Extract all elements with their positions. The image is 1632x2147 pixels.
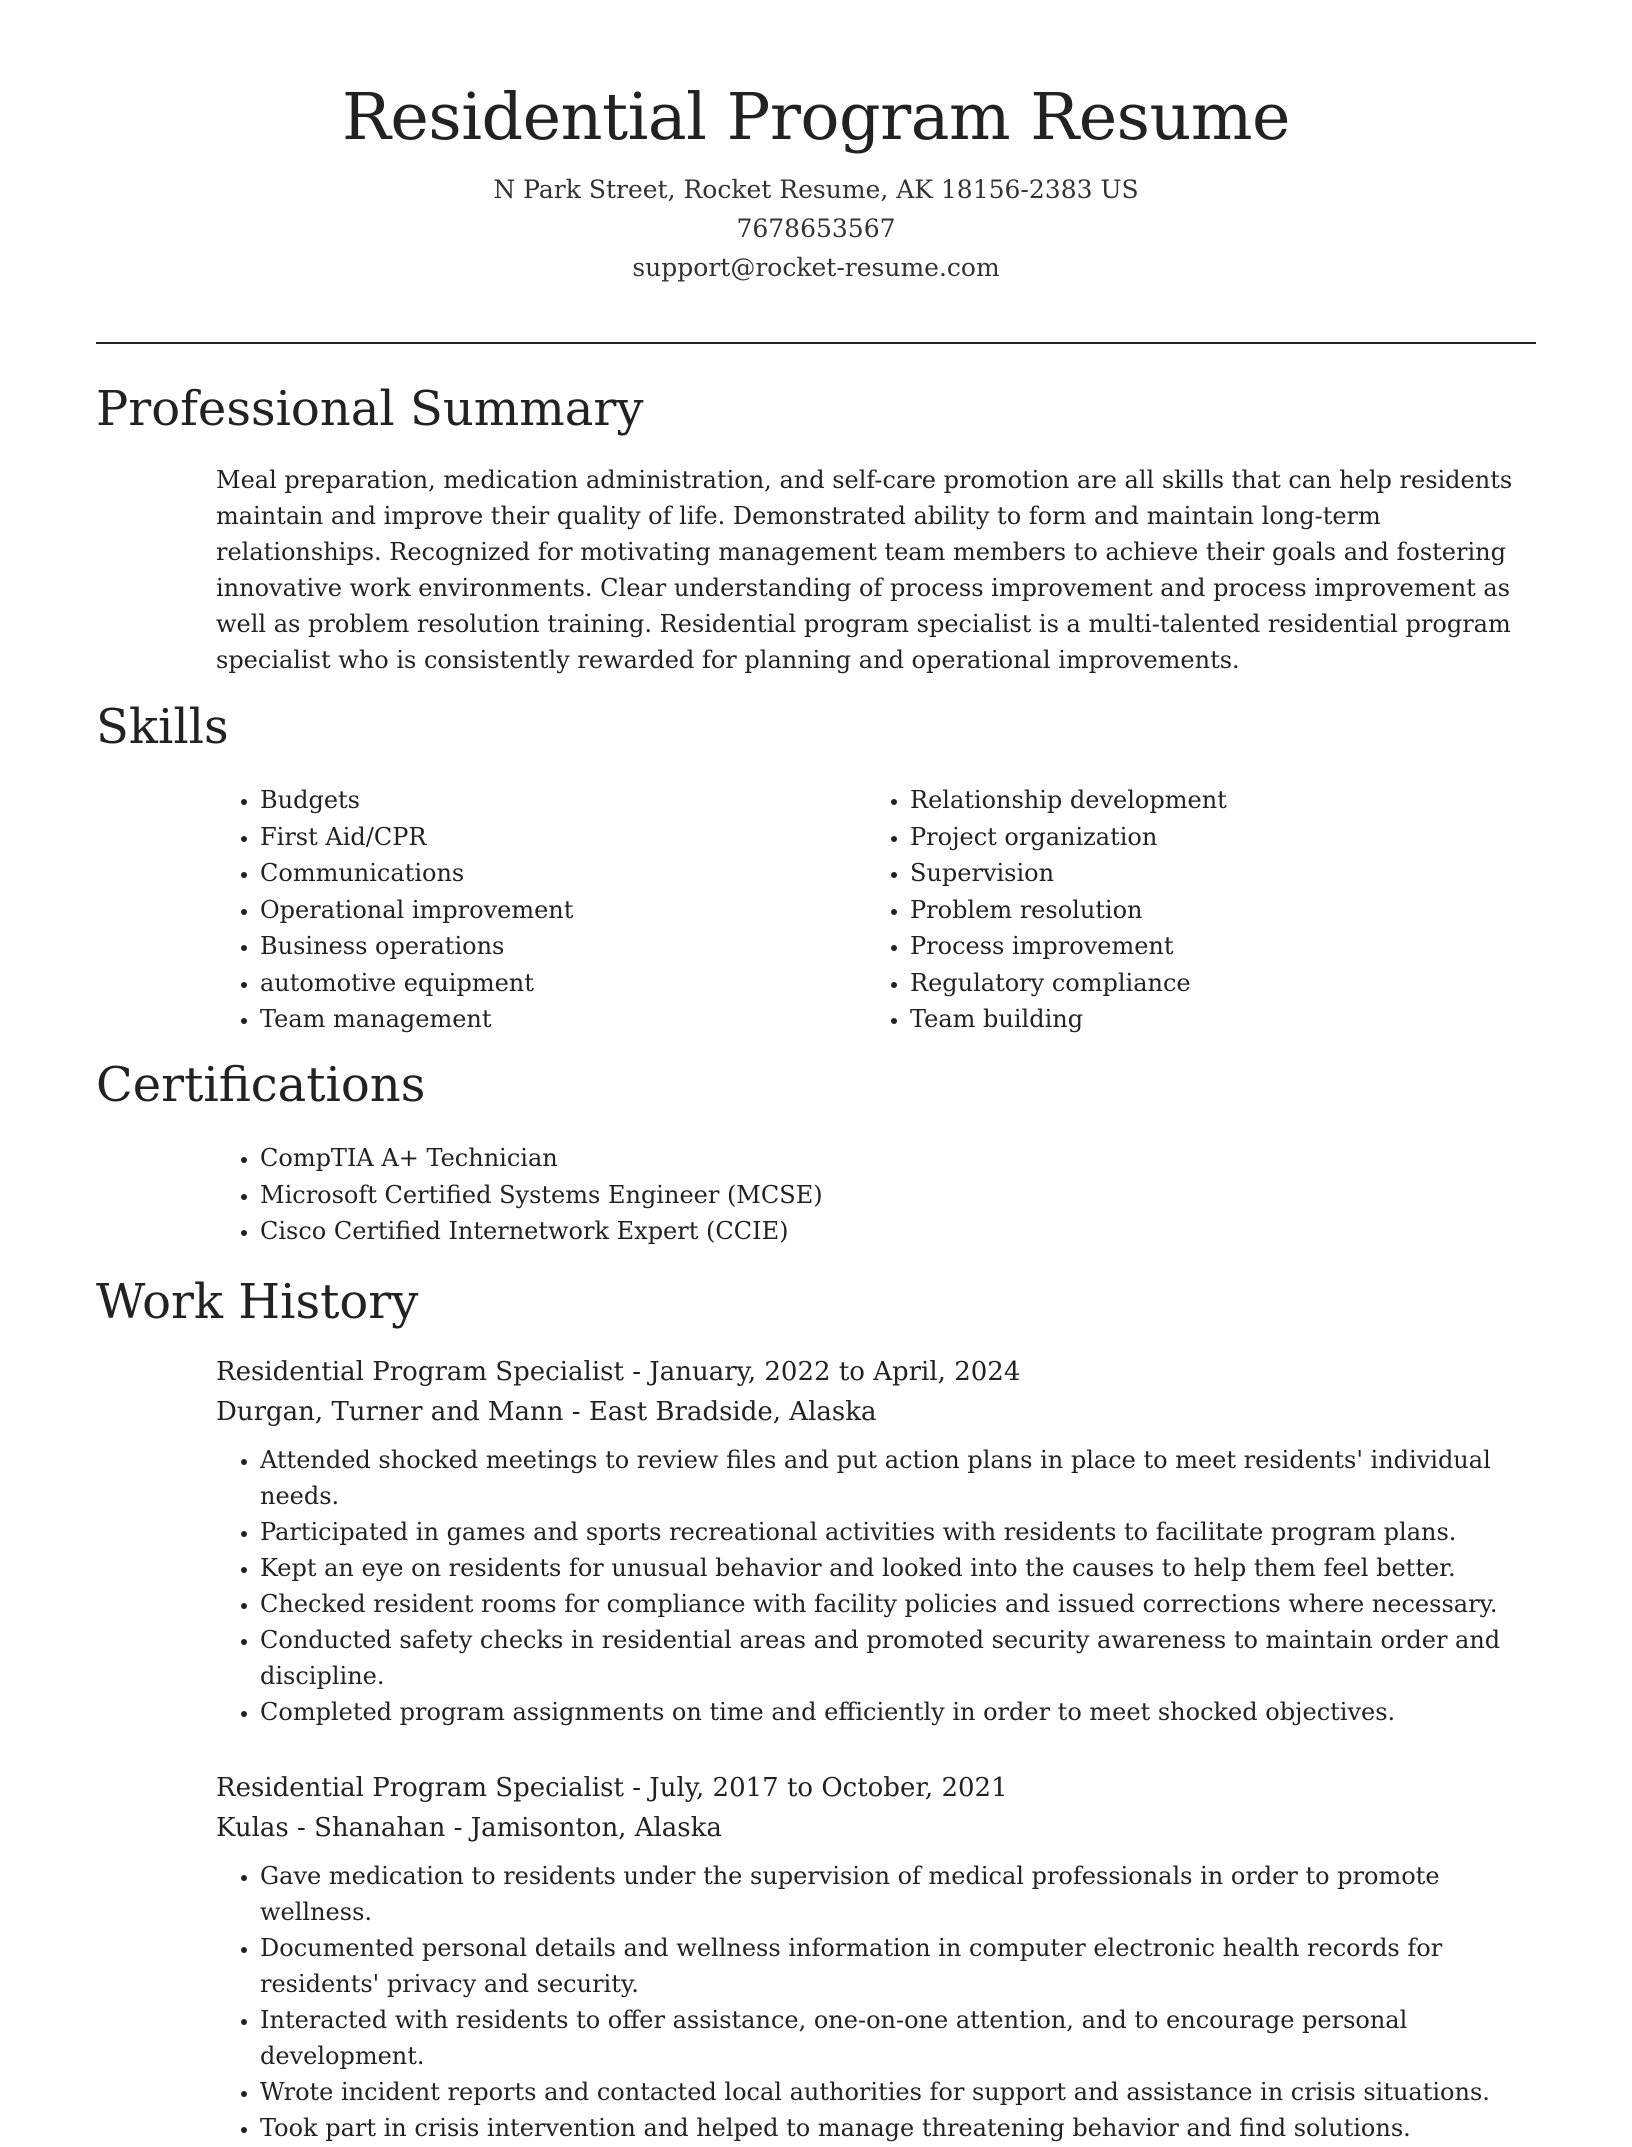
job-entry [216,1768,1536,2146]
skill-item: • First Aid/CPR [260,819,866,856]
job-bullet: • Attended shocked meetings to review files and put action plans in place to meet residents' individual needs. [260,1442,1536,1514]
job-company: Durgan, Turner and Mann [216,1397,564,1427]
job-company: Kulas - Shanahan [216,1813,446,1843]
job-bullets [216,1858,1536,2146]
skill-item: • Project organization [910,819,1516,856]
job-location: Jamisonton, Alaska [470,1813,722,1843]
skills-list-right [866,782,1516,1038]
work-history-heading: Work History [96,1274,419,1330]
job-company-line: Kulas - Shanahan - Jamisonton, Alaska [216,1813,722,1843]
job-title-line: Residential Program Specialist - January, 2022 to April, 2024 [216,1357,1021,1387]
job-bullet: • Documented personal details and wellness information in computer electronic health records for residents' privacy and security. [260,1930,1536,2002]
resume-title: Residential Program Resume [341,80,1290,155]
skill-item: • Communications [260,855,866,892]
skill-item: • Budgets [260,782,866,819]
contact-address: N Park Street, Rocket Resume, AK 18156-2383 US [493,174,1139,204]
skills-heading: Skills [96,699,229,755]
contact-phone: 7678653567 [736,213,896,243]
job-dates: July, 2017 to October, 2021 [649,1773,1008,1803]
job-bullet: • Conducted safety checks in residential areas and promoted security awareness to maintain order and discipline. [260,1622,1536,1694]
job-role: Residential Program Specialist [216,1773,624,1803]
certification-item: • Cisco Certified Internetwork Expert (CCIE) [260,1213,1536,1250]
job-company-line: Durgan, Turner and Mann - East Bradside, Alaska [216,1397,877,1427]
skill-item: • automotive equipment [260,965,866,1002]
job-bullet: • Wrote incident reports and contacted local authorities for support and assistance in crisis situations. [260,2074,1536,2110]
skill-item: • Team building [910,1001,1516,1038]
job-bullet: • Kept an eye on residents for unusual behavior and looked into the causes to help them feel better. [260,1550,1536,1586]
skill-item: • Business operations [260,928,866,965]
job-entry [216,1352,1536,1730]
job-bullet: • Participated in games and sports recreational activities with residents to facilitate program plans. [260,1514,1536,1550]
job-bullets [216,1442,1536,1730]
certification-item: • Microsoft Certified Systems Engineer (MCSE) [260,1177,1536,1214]
skill-item: • Relationship development [910,782,1516,819]
job-title-line: Residential Program Specialist - July, 2017 to October, 2021 [216,1773,1008,1803]
job-bullet: • Took part in crisis intervention and helped to manage threatening behavior and find solutions. [260,2110,1536,2146]
header-divider [96,342,1536,344]
skill-item: • Process improvement [910,928,1516,965]
summary-heading: Professional Summary [96,381,644,437]
job-bullet: • Completed program assignments on time and efficiently in order to meet shocked objectives. [260,1694,1536,1730]
skill-item: • Supervision [910,855,1516,892]
certifications-list [216,1140,1536,1250]
job-bullet: • Interacted with residents to offer assistance, one-on-one attention, and to encourage personal development. [260,2002,1536,2074]
skill-item: • Regulatory compliance [910,965,1516,1002]
job-dates: January, 2022 to April, 2024 [649,1357,1021,1387]
skill-item: • Operational improvement [260,892,866,929]
job-location: East Bradside, Alaska [588,1397,877,1427]
skills-columns [216,782,1536,1038]
job-bullet: • Checked resident rooms for compliance with facility policies and issued corrections where necessary. [260,1586,1536,1622]
certification-item: • CompTIA A+ Technician [260,1140,1536,1177]
job-role: Residential Program Specialist [216,1357,624,1387]
summary-text: Meal preparation, medication administration, and self-care promotion are all skills that can help residents maintain and improve their quality of life. Demonstrated ability to form and maintain long-term relationships. Recognized for motivating management team members to achieve their goals and fostering innovative work environments. Clear understanding of process improvement and process improvement as well as problem resolution training. Residential program specialist is a multi-talented residential program specialist who is consistently rewarded for planning and operational improvements. [216,466,1513,674]
contact-email: support@rocket-resume.com [632,252,1000,282]
skill-item: • Team management [260,1001,866,1038]
contact-info [0,170,1632,287]
skills-list-left [216,782,866,1038]
job-bullet: • Gave medication to residents under the supervision of medical professionals in order to promote wellness. [260,1858,1536,1930]
certifications-heading: Certifications [96,1057,426,1113]
resume-header [0,0,1632,287]
skill-item: • Problem resolution [910,892,1516,929]
